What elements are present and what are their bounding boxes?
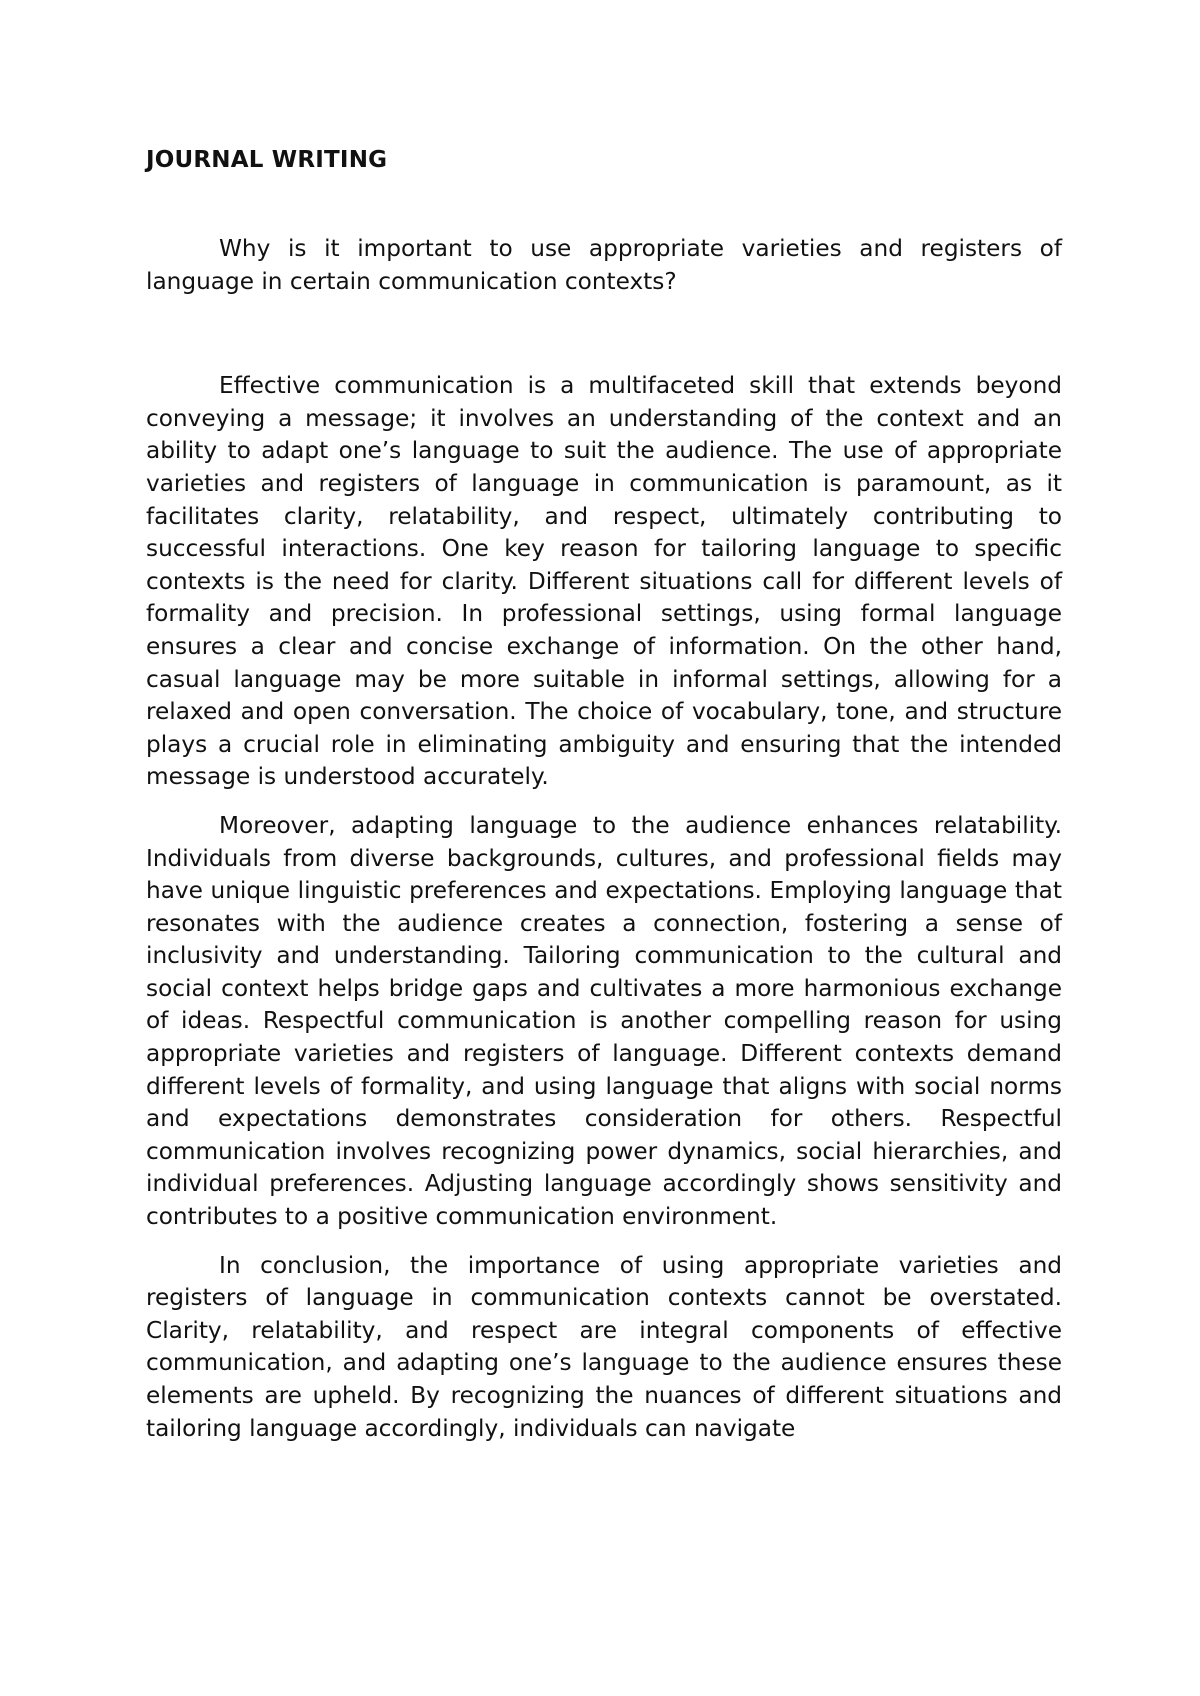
essay-paragraph-1: Effective communication is a multifaceted skill that extends beyond conveying a message; it involves an understanding of the context and an ability to adapt one’s language to suit the audience. The use of appropriate varieties and registers of language in communication is paramount, as it facilitates clarity, relatability, and respect, ultimately contributing to successful interactions. One key reason for tailoring language to specific contexts is the need for clarity. Different situations call for different levels of formality and precision. In professional settings, using formal language ensures a clear and concise exchange of information. On the other hand, casual language may be more suitable in informal settings, allowing for a relaxed and open conversation. The choice of vocabulary, tone, and structure plays a crucial role in eliminating ambiguity and ensuring that the intended message is understood accurately. [146, 372, 1062, 791]
essay-paragraph-3: In conclusion, the importance of using appropriate varieties and registers of language in communication contexts cannot be overstated. Clarity, relatability, and respect are integral components of effective communication, and adapting one’s language to the audience ensures these elements are upheld. By recognizing the nuances of different situations and tailoring language accordingly, individuals can navigate [146, 1251, 1062, 1442]
essay-paragraph-2: Moreover, adapting language to the audience enhances relatability. Individuals from diverse backgrounds, cultures, and professional fields may have unique linguistic preferences and expectations. Employing language that resonates with the audience creates a connection, fostering a sense of inclusivity and understanding. Tailoring communication to the cultural and social context helps bridge gaps and cultivates a more harmonious exchange of ideas. Respectful communication is another compelling reason for using appropriate varieties and registers of language. Different contexts demand different levels of formality, and using language that aligns with social norms and expectations demonstrates consideration for others. Respectful communication involves recognizing power dynamics, social hierarchies, and individual preferences. Adjusting language accordingly shows sensitivity and contributes to a positive communication environment. [146, 811, 1062, 1231]
document-content [146, 144, 1062, 1461]
essay-body [146, 370, 1062, 1445]
document-title: JOURNAL WRITING [146, 147, 388, 173]
journal-question: Why is it important to use appropriate varieties and registers of language in certain communication contexts? [146, 235, 1062, 295]
